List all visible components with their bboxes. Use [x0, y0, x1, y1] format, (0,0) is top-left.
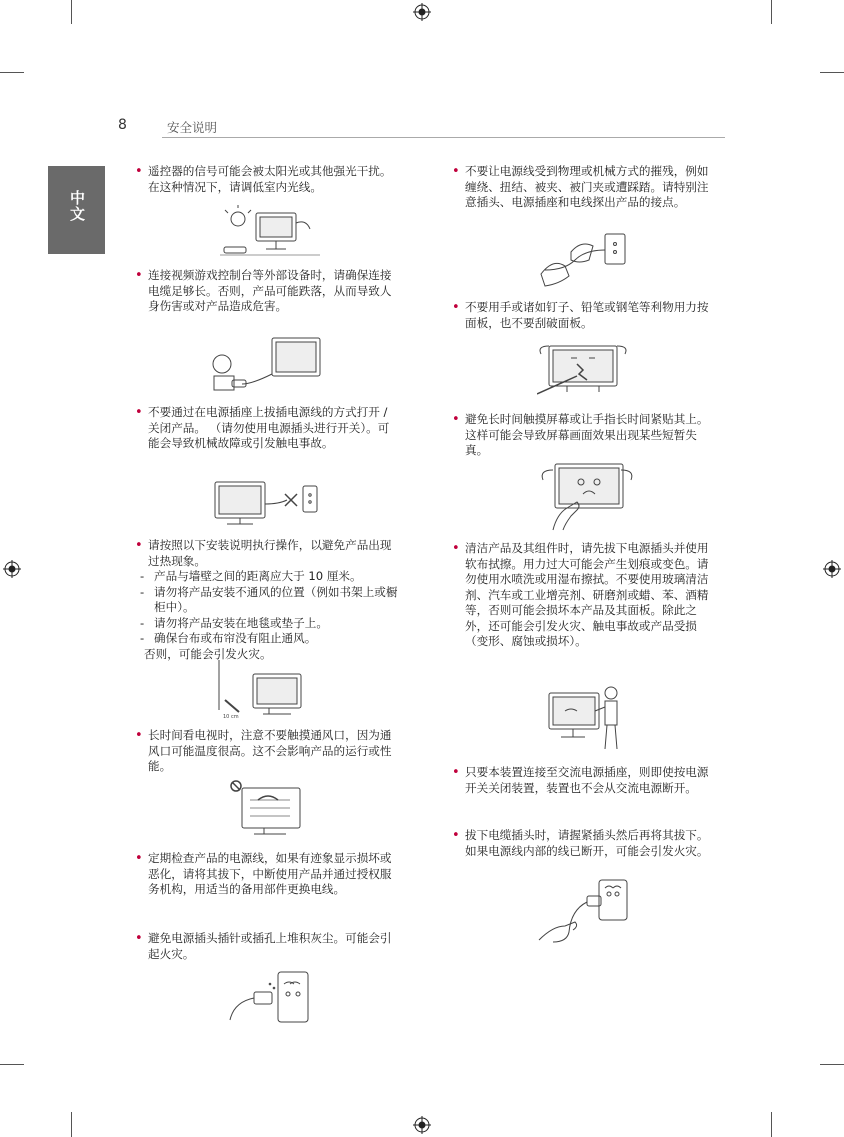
crop-mark	[0, 1064, 24, 1065]
crop-mark	[71, 1112, 72, 1137]
item-text: 避免电源插头插针或插孔上堆积灰尘。可能会引起火灾。	[148, 931, 392, 961]
section-title: 安全说明	[167, 120, 218, 135]
bullet-icon: •	[452, 828, 460, 843]
list-item	[135, 931, 398, 962]
registration-mark-icon	[413, 1116, 431, 1134]
bullet-icon: •	[452, 541, 460, 556]
list-item	[135, 538, 398, 662]
list-item	[135, 268, 398, 315]
list-item	[135, 728, 398, 775]
list-item	[452, 164, 715, 211]
item-text: 不要通过在电源插座上拔插电源线的方式打开 / 关闭产品。 （请勿使用电源插头进行开关）。可能会导致机械故障或引发触电事故。	[148, 405, 390, 450]
tv-plug-spark-icon	[213, 480, 325, 530]
list-item	[135, 164, 398, 195]
hand-pull-plug-icon	[537, 876, 637, 946]
list-item	[452, 412, 715, 459]
item-text: 连接视频游戏控制台等外部设备时，请确保连接电缆足够长。否则，产品可能跌落，从而导致人身伤害或对产品造成危害。	[148, 268, 392, 313]
crop-mark	[0, 72, 24, 73]
item-text: 遥控器的信号可能会被太阳光或其他强光干扰。在这种情况下，请调低室内光线。	[148, 164, 392, 194]
item-footer: 否则，可能会引发火灾。	[144, 646, 272, 661]
crop-mark	[771, 0, 772, 24]
person-cleaning-tv-icon	[545, 683, 627, 753]
child-game-console-tv-icon	[210, 334, 325, 398]
sub-item: - 请勿将产品安装不通风的位置（例如书架上或橱柜中）。	[140, 584, 398, 614]
bullet-icon: •	[135, 728, 143, 743]
registration-mark-icon	[3, 560, 21, 578]
remote-sunlight-tv-icon	[220, 205, 320, 260]
registration-mark-icon	[413, 3, 431, 21]
list-item	[452, 541, 715, 650]
list-item	[135, 851, 398, 898]
tv-scratched-screen-icon	[537, 342, 637, 398]
bullet-icon: •	[452, 412, 460, 427]
crop-mark	[820, 1064, 844, 1065]
hands-twist-cord-icon	[535, 230, 635, 292]
language-tab	[48, 166, 105, 254]
bullet-icon: •	[135, 538, 143, 553]
list-item	[452, 765, 715, 796]
header-divider	[162, 137, 725, 138]
item-text: 长时间看电视时，注意不要触摸通风口，因为通风口可能温度很高。这不会影响产品的运行或性能。	[148, 728, 392, 773]
page-number: 8	[118, 117, 127, 133]
bullet-icon: •	[135, 268, 143, 283]
list-item	[452, 300, 715, 331]
bullet-icon: •	[135, 851, 143, 866]
bullet-icon: •	[452, 300, 460, 315]
crop-mark	[820, 72, 844, 73]
bullet-icon: •	[135, 405, 143, 420]
item-text: 只要本装置连接至交流电源插座，则即使按电源开关关闭装置，装置也不会从交流电源断开。	[465, 765, 709, 795]
language-tab-label: 中文	[68, 190, 86, 222]
item-text: 不要让电源线受到物理或机械方式的摧残，例如缠绕、扭结、被夹、被门夹或遭踩踏。请特别注意插头、电源插座和电线探出产品的接点。	[465, 164, 709, 209]
finger-touch-screen-icon	[539, 460, 635, 532]
dusty-outlet-plug-icon	[226, 966, 316, 1030]
bullet-icon: •	[452, 164, 460, 179]
item-text: 清洁产品及其组件时，请先拔下电源插头并使用软布拭擦。用力过大可能会产生划痕或变色。请勿使用水喷洗或用湿布擦拭。不要使用玻璃清洁剂、汽车或工业增亮剂、研磨剂或蜡、苯、酒精等，否则可能会损坏本产品及其面板。除此之外，还可能会引发火灾、触电事故或产品受损（变形、腐蚀或损坏）。	[465, 541, 709, 648]
crop-mark	[71, 0, 72, 24]
registration-mark-icon	[823, 560, 841, 578]
bullet-icon: •	[135, 164, 143, 179]
item-text: 拔下电缆插头时，请握紧插头然后再将其拔下。 如果电源线内部的线已断开，可能会引发火灾。	[465, 828, 709, 858]
bullet-icon: •	[452, 765, 460, 780]
distance-label: 10 cm	[223, 714, 239, 720]
crop-mark	[771, 1112, 772, 1137]
item-text: 定期检查产品的电源线，如果有迹象显示损坏或恶化，请将其拔下，中断使用产品并通过授权服务机构，用适当的备用部件更换电线。	[148, 851, 392, 896]
list-item	[135, 405, 398, 452]
bullet-icon: •	[135, 931, 143, 946]
tv-back-vent-icon	[228, 778, 306, 840]
sub-item: - 请勿将产品安装在地毯或垫子上。	[140, 615, 328, 630]
item-text: 避免长时间触摸屏幕或让手指长时间紧贴其上。这样可能会导致屏幕画面效果出现某些短暂失真。	[465, 412, 709, 457]
sub-item: - 产品与墙壁之间的距离应大于 10 厘米。	[140, 569, 362, 583]
item-text: 请按照以下安装说明执行操作，以避免产品出现过热现象。	[148, 538, 392, 568]
tv-wall-distance-icon	[213, 660, 325, 720]
item-text: 不要用手或诸如钉子、铅笔或钢笔等利物用力按面板，也不要刮破面板。	[465, 300, 709, 330]
list-item	[452, 828, 715, 859]
sub-item: - 确保台布或布帘没有阻止通风。	[140, 631, 317, 645]
